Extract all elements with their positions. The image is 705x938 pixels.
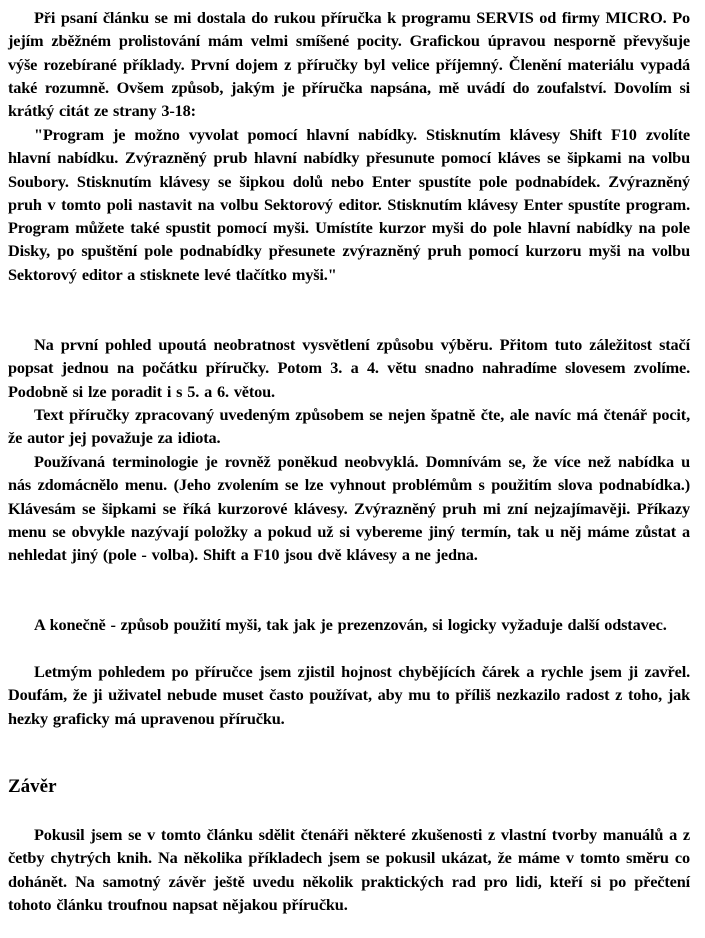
paragraph-first-impression: Na první pohled upoutá neobratnost vysvětlení způsobu výběru. Přitom tuto záležitost stačí popsat jednou na počátku příručky. Potom 3. a 4. větu snadno nahradíme slovesem zvolíme. Podobně si lze poradit i s 5. a 6. větou. (8, 335, 690, 401)
section-heading: Závěr (8, 776, 57, 797)
paragraph-commas: Letmým pohledem po příručce jsem zjistil hojnost chybějících čárek a rychle jsem ji zavřel. Doufám, že ji uživatel nebude muset často používat, aby mu to příliš nezkazilo radost z toho, jak hezky graficky má upravenou příručku. (8, 662, 690, 728)
paragraph-conclusion: Pokusil jsem se v tomto článku sdělit čtenáři některé zkušenosti z vlastní tvorby manuálů a z četby chytrých knih. Na několika příkladech jsem se pokusil ukázat, že máme v tomto směru co dohánět. Na samotný závěr ještě uvedu několik praktických rad pro lidi, kteří si po přečtení tohoto článku troufnou napsat nějakou příručku. (8, 825, 690, 914)
paragraph-reading: Text příručky zpracovaný uvedeným způsobem se nejen špatně čte, ale navíc má čtenář pocit, že autor jej považuje za idiota. (8, 405, 690, 448)
paragraph-mouse: A konečně - způsob použití myši, tak jak je prezenzován, si logicky vyžaduje další odstavec. (34, 615, 667, 634)
paragraph-terminology: Používaná terminologie je rovněž poněkud neobvyklá. Domnívám se, že více než nabídka u nás zdomácnělo menu. (Jeho zvolením se lze vyhnout problémům s použitím slova podnabídka.) Klávesám se šipkami se říká kurzorové klávesy. Zvýrazněný pruh mi zní nejzajímavěji. Příkazy menu se obvykle nazývají položky a pokud už si vybereme jiný termín, tak u něj máme zůstat a nehledat jiný (pole - volba). Shift a F10 jsou dvě klávesy a ne jedna. (8, 452, 690, 565)
paragraph-quote: "Program je možno vyvolat pomocí hlavní nabídky. Stisknutím klávesy Shift F10 zvolíte hlavní nabídku. Zvýrazněný prub hlavní nabídky přesunute pomocí kláves se šipkami na volbu Soubory. Stisknutím klávesy se šipkou dolů nebo Enter spustíte pole podnabídek. Zvýrazněný pruh v tomto poli nastavit na volbu Sektorový editor. Stisknutím klávesy Enter spustíte program. Program můžete také spustit pomocí myši. Umístíte kurzor myši do pole hlavní nabídky na pole Disky, po spuštění pole podnabídky přesunete zvýrazněný pruh pomocí kurzoru myši na volbu Sektorový editor a stisknete levé tlačítko myši." (8, 125, 690, 284)
paragraph-intro: Při psaní článku se mi dostala do rukou příručka k programu SERVIS od firmy MICRO. Po jejím zběžném prolistování mám velmi smíšené pocity. Grafickou úpravou nesporně převyšuje výše rozebírané příklady. První dojem z příručky byl velice příjemný. Členění materiálu vypadá také rozumně. Ovšem způsob, jakým je příručka napsána, mě uvádí do zoufalství. Dovolím si krátký citát ze strany 3-18: (8, 8, 690, 121)
